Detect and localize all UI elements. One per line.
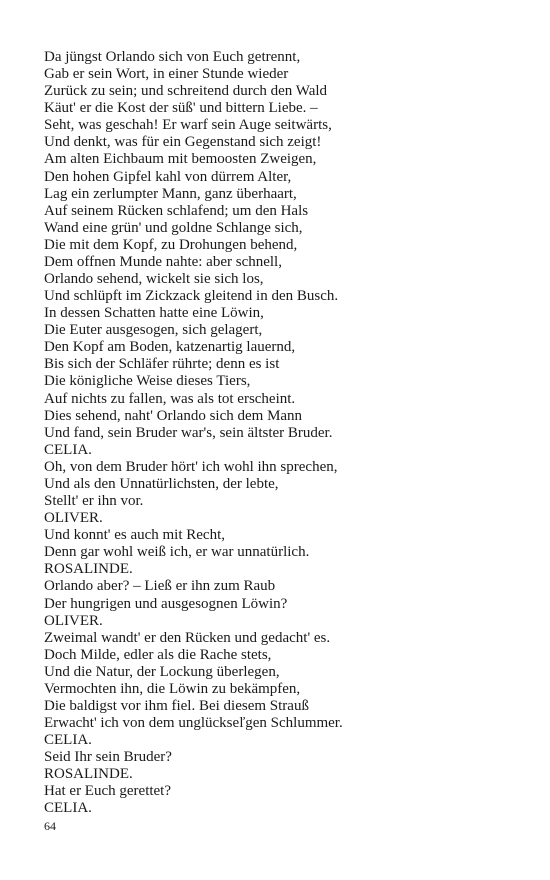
text-line: Hat er Euch gerettet? <box>44 783 172 800</box>
text-line: Vermochten ihn, die Löwin zu bekämpfen, <box>44 680 301 697</box>
speaker-name: ROSALINDE. <box>44 766 133 783</box>
text-line: Die baldigst vor ihm fiel. Bei diesem Strauß <box>44 697 309 714</box>
text-line: Orlando sehend, wickelt sie sich los, <box>44 271 264 288</box>
text-line: Und schlüpft im Zickzack gleitend in den Busch. <box>44 288 339 305</box>
text-line: Erwacht' ich von dem unglückseľgen Schlummer. <box>44 715 343 732</box>
text-line: Dies sehend, naht' Orlando sich dem Mann <box>44 407 303 424</box>
text-line: Oh, von dem Bruder hört' ich wohl ihn sprechen, <box>44 458 338 475</box>
text-line: Bis sich der Schläfer rührte; denn es ist <box>44 356 280 373</box>
text-line: Stellt' er ihn vor. <box>44 493 144 510</box>
text-line: Käut' er die Kost der süß' und bittern Liebe. – <box>44 100 318 117</box>
speaker-name: CELIA. <box>44 441 92 458</box>
text-line: Den hohen Gipfel kahl von dürrem Alter, <box>44 168 292 185</box>
text-line: Gab er sein Wort, in einer Stunde wieder <box>44 66 289 83</box>
speaker-name: OLIVER. <box>44 510 103 527</box>
speaker-name: CELIA. <box>44 800 92 817</box>
text-line: Da jüngst Orlando sich von Euch getrennt, <box>44 49 301 65</box>
text-line: In dessen Schatten hatte eine Löwin, <box>44 305 264 322</box>
text-line: Die mit dem Kopf, zu Drohungen behend, <box>44 236 298 253</box>
text-line: Auf seinem Rücken schlafend; um den Hals <box>44 202 309 219</box>
text-line: Und fand, sein Bruder war's, sein ältster Bruder. <box>44 424 333 441</box>
text-line: Und konnt' es auch mit Recht, <box>44 527 226 544</box>
text-block <box>44 49 524 818</box>
text-line: Zurück zu sein; und schreitend durch den Wald <box>44 83 328 100</box>
text-line: Orlando aber? – Ließ er ihn zum Raub <box>44 578 276 595</box>
text-line: Seht, was geschah! Er warf sein Auge seitwärts, <box>44 117 332 134</box>
text-line: Die Euter ausgesogen, sich gelagert, <box>44 322 263 339</box>
page-number: 64 <box>44 819 56 833</box>
text-line: Und als den Unnatürlichsten, der lebte, <box>44 475 279 492</box>
text-line: Dem offnen Munde nahte: aber schnell, <box>44 253 282 270</box>
text-line: Am alten Eichbaum mit bemoosten Zweigen, <box>44 151 317 168</box>
speaker-name: OLIVER. <box>44 612 103 629</box>
text-line: Wand eine grün' und goldne Schlange sich, <box>44 219 303 236</box>
text-line: Seid Ihr sein Bruder? <box>44 749 172 766</box>
text-line: Und denkt, was für ein Gegenstand sich zeigt! <box>44 134 322 151</box>
text-line: Und die Natur, der Lockung überlegen, <box>44 663 280 680</box>
text-line: Doch Milde, edler als die Rache stets, <box>44 646 272 663</box>
text-line: Auf nichts zu fallen, was als tot erscheint. <box>44 390 296 407</box>
speaker-name: CELIA. <box>44 732 92 749</box>
speaker-name: ROSALINDE. <box>44 561 133 578</box>
text-line: Den Kopf am Boden, katzenartig lauernd, <box>44 339 296 356</box>
text-line: Denn gar wohl weiß ich, er war unnatürlich. <box>44 544 310 561</box>
text-line: Zweimal wandt' er den Rücken und gedacht' es. <box>44 629 331 646</box>
text-line: Lag ein zerlumpter Mann, ganz überhaart, <box>44 185 297 202</box>
text-line: Die königliche Weise dieses Tiers, <box>44 373 251 390</box>
text-line: Der hungrigen und ausgesognen Löwin? <box>44 595 288 612</box>
